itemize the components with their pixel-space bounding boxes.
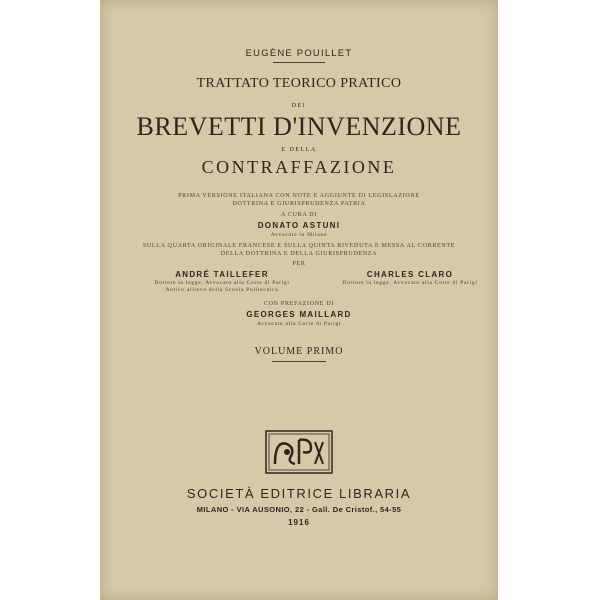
- author-name: EUGÈNE POUILLET: [245, 48, 353, 59]
- book-subtitle: TRATTATO TEORICO PRATICO: [196, 76, 402, 91]
- preface-author-role: Avvocato alla Corte di Parigi: [256, 321, 342, 327]
- translator-left: [122, 270, 322, 293]
- per-label: PER: [292, 261, 306, 267]
- preface-label: CON PREFAZIONE DI: [263, 301, 335, 307]
- publication-year: 1916: [288, 518, 310, 527]
- a-cura-di: A CURA DI: [281, 212, 317, 218]
- editor-role: Avvocato in Milano: [270, 232, 328, 238]
- translator-left-name: ANDRÉ TAILLEFER: [175, 270, 269, 279]
- editor-name: DONATO ASTUNI: [257, 221, 341, 230]
- version-line-2: DOTTRINA E GIURISPRUDENZA PATRIA: [232, 201, 366, 207]
- publisher-emblem-icon: [265, 430, 333, 474]
- book-title: BREVETTI D'INVENZIONE: [136, 112, 462, 141]
- preface-author: GEORGES MAILLARD: [246, 310, 352, 319]
- connector-e-della: E DELLA: [281, 147, 317, 153]
- connector-dei: DEI: [291, 103, 307, 109]
- volume-label: VOLUME PRIMO: [254, 346, 344, 357]
- translator-left-role-2: Antico allievo della Scuola Politecnica: [165, 287, 279, 293]
- basis-line-2: DELLA DOTTRINA E DELLA GIURISPRUDENZA: [220, 251, 378, 257]
- translator-right-role: Dottore in legge, Avvocato alla Corte di Parigi: [342, 280, 478, 286]
- publisher-name: SOCIETÀ EDITRICE LIBRARIA: [186, 486, 412, 501]
- divider-rule: [273, 62, 325, 63]
- publisher-address: MILANO - VIA AUSONIO, 22 - Gall. De Cristof., 54-55: [196, 505, 402, 514]
- title-page: [100, 0, 498, 600]
- version-line-1: PRIMA VERSIONE ITALIANA CON NOTE E AGGIUNTE DI LEGISLAZIONE: [178, 193, 420, 199]
- volume-rule: [272, 361, 326, 362]
- book-title-second: CONTRAFFAZIONE: [201, 157, 397, 177]
- basis-line-1: SULLA QUARTA ORIGINALE FRANCESE E SULLA QUINTA RIVEDUTA E MESSA AL CORRENTE: [142, 243, 456, 249]
- translator-right: [322, 270, 498, 286]
- translator-right-name: CHARLES CLARO: [366, 270, 454, 279]
- translator-left-role-1: Dottore in legge, Avvocato alla Corte di Parigi: [154, 280, 290, 286]
